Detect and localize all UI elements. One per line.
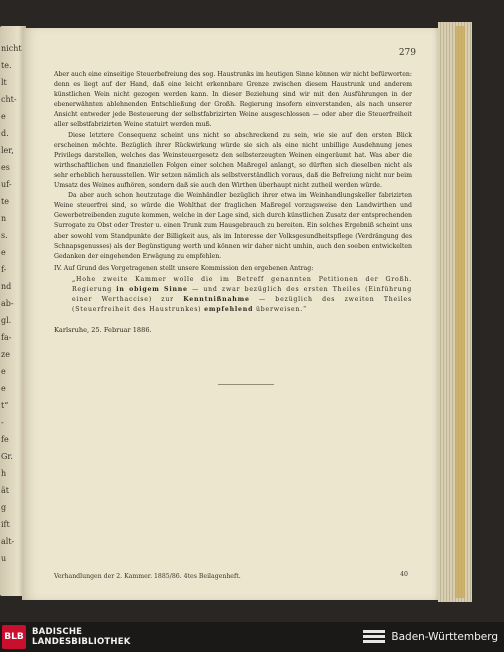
left-page-fragment: lt <box>1 78 7 87</box>
left-page-fragment: alt- <box>1 537 15 546</box>
quote-part: — und zwar bezüglich des ersten Theiles (Einführung einer Werthaccise) zur <box>72 285 413 303</box>
quote-part: Kenntnißnahme <box>183 295 250 303</box>
left-page-fragment: te. <box>1 61 12 70</box>
page-footer <box>54 573 414 580</box>
left-page-fragment: e <box>1 384 6 393</box>
left-page-fragment: n <box>1 214 7 223</box>
paragraph-1: Aber auch eine einseitige Steuerbefreiung des sog. Haustrunks im heutigen Sinne können wir nicht befürworten: denn es liegt auf der Hand, daß eine leicht erkennbare Grenze zwischen diesem Haustrunk und anderem künstlichen Wein nicht gezogen werden kann. In dieser Beziehung sind wir mit den Ausführungen in der ebenerwähnten ablehnenden Entschließung der Großh. Regierung insofern einverstanden, als nach unserer Ansicht entweder jede Besteuerung der selbstfabrizirten Weine ausgeschlossen — oder aber die Steuerfreiheit aller selbstfabrizirten Weine statuirt werden muß. <box>54 71 412 129</box>
left-page-fragment: ift <box>1 520 10 529</box>
signoff-date: Karlsruhe, 25. Februar 1886. <box>54 325 152 334</box>
left-page-fragment: ze <box>1 350 10 359</box>
petition-quote <box>72 275 412 315</box>
left-page-fragment: fe <box>1 435 9 444</box>
blb-logo-icon: BLB <box>2 625 26 649</box>
page-number: 279 <box>398 48 416 58</box>
bw-brand[interactable] <box>363 629 498 645</box>
left-page-fragment: t“ <box>1 401 9 410</box>
left-page-fragment: g <box>1 503 7 512</box>
book-edge-highlight <box>455 26 465 598</box>
left-page-fragment: e <box>1 248 6 257</box>
page-body <box>54 70 412 335</box>
quote-part: „Hohe zweite Kammer wolle die im Betreff genannten Petitionen der Großh. Regierung <box>72 275 412 293</box>
footer-signature: 40 <box>400 571 408 578</box>
left-page-fragment: te <box>1 197 9 206</box>
left-page-fragment: gl. <box>1 316 12 325</box>
left-page-fragment: Gr. <box>1 452 13 461</box>
left-page-fragment: h <box>1 469 7 478</box>
left-page-fragment: es <box>1 163 10 172</box>
left-page-fragment: e <box>1 112 6 121</box>
left-page-fragment: f- <box>1 265 7 274</box>
quote-part: — bezüglich des zweiten Theiles (Steuerfreiheit des Haustrunkes) <box>72 295 412 313</box>
left-page-fragment: - <box>1 418 4 427</box>
left-page-fragment: fa- <box>1 333 12 342</box>
left-page-fragment: ab- <box>1 299 14 308</box>
left-page-fragment: cht- <box>1 95 17 104</box>
library-banner <box>0 622 504 652</box>
left-page-fragment: uf- <box>1 180 12 189</box>
quote-part: überweisen.“ <box>253 305 308 313</box>
blb-line-1: BADISCHE <box>32 627 83 637</box>
divider-rule <box>218 384 274 385</box>
left-page-fragment: ät <box>1 486 9 495</box>
left-page-fragment: u <box>1 554 7 563</box>
left-page-fragment: d. <box>1 129 9 138</box>
petition-heading: IV. Auf Grund des Vorgetragenen stellt unsere Kommission den ergebenen Antrag: <box>54 264 314 272</box>
blb-line-2: LANDESBIBLIOTHEK <box>32 637 131 647</box>
left-page-fragment: ler, <box>1 146 14 155</box>
bw-wordmark: Baden-Württemberg <box>391 631 498 643</box>
footer-title: Verhandlungen der 2. Kammer. 1885/86. 4tes Beilagenheft. <box>54 573 241 580</box>
quote-part: in obigem Sinne <box>116 285 188 293</box>
left-page-fragment: nd <box>1 282 12 291</box>
book-page <box>22 28 438 600</box>
left-page-fragment: e <box>1 367 6 376</box>
bw-lion-icon <box>363 629 385 645</box>
blb-brand[interactable] <box>2 625 131 649</box>
quote-part: empfehlend <box>204 305 254 313</box>
left-page-fragment: nicht <box>1 44 22 53</box>
paragraph-3: Da aber auch schon heutzutage die Weinhändler bezüglich ihrer etwa im Weinhandlungskeller fabrizirten Weine steuerfrei sind, so würde die Wohlthat der fraglichen Maßregel vorzugsweise den Landwirthen und Gewerbetreibenden zugute kommen, welche in der Lage sind, sich durch künstlichen Zusatz der entsprechenden Surrogate zu Obst oder Trester u. einen Trunk zum Hausgebrauch zu bereiten. Ein solches Ergebniß scheint uns aber sowohl vom Standpunkte der Billigkeit aus, als im Interesse der Volksgesundheitspflege (Verdrängung des Schnapsgenusses) als der Begünstigung werth und können wir daher nicht umhin, auch den soeben entwickelten Gedanken der eingehenden Erwägung zu empfehlen. <box>54 192 412 260</box>
paragraph-2: Diese letztere Consequenz scheint uns nicht so abschreckend zu sein, wie sie auf den ersten Blick erscheinen möchte. Bezüglich ihrer Rückwirkung würde sie sich als eine nicht unbillige Ausdehnung jenes Privilegs darstellen, welches das Weinsteuergesetz den selbsterzeugten Weinen eingeräumt hat. Was aber die wirthschaftlichen und finanziellen Folgen einer solchen Maßregel anlangt, so dürften sich dieselben nicht als sehr erheblich herausstellen. Wir setzen nämlich als selbstverständlich voraus, daß die Befreiung nicht nur beim Umsatz des Weines aufhören, sondern daß sie auch den Wirthen überhaupt nicht zutheil werden würde. <box>54 131 412 190</box>
blb-wordmark <box>32 627 131 647</box>
left-page-fragment: s. <box>1 231 8 240</box>
